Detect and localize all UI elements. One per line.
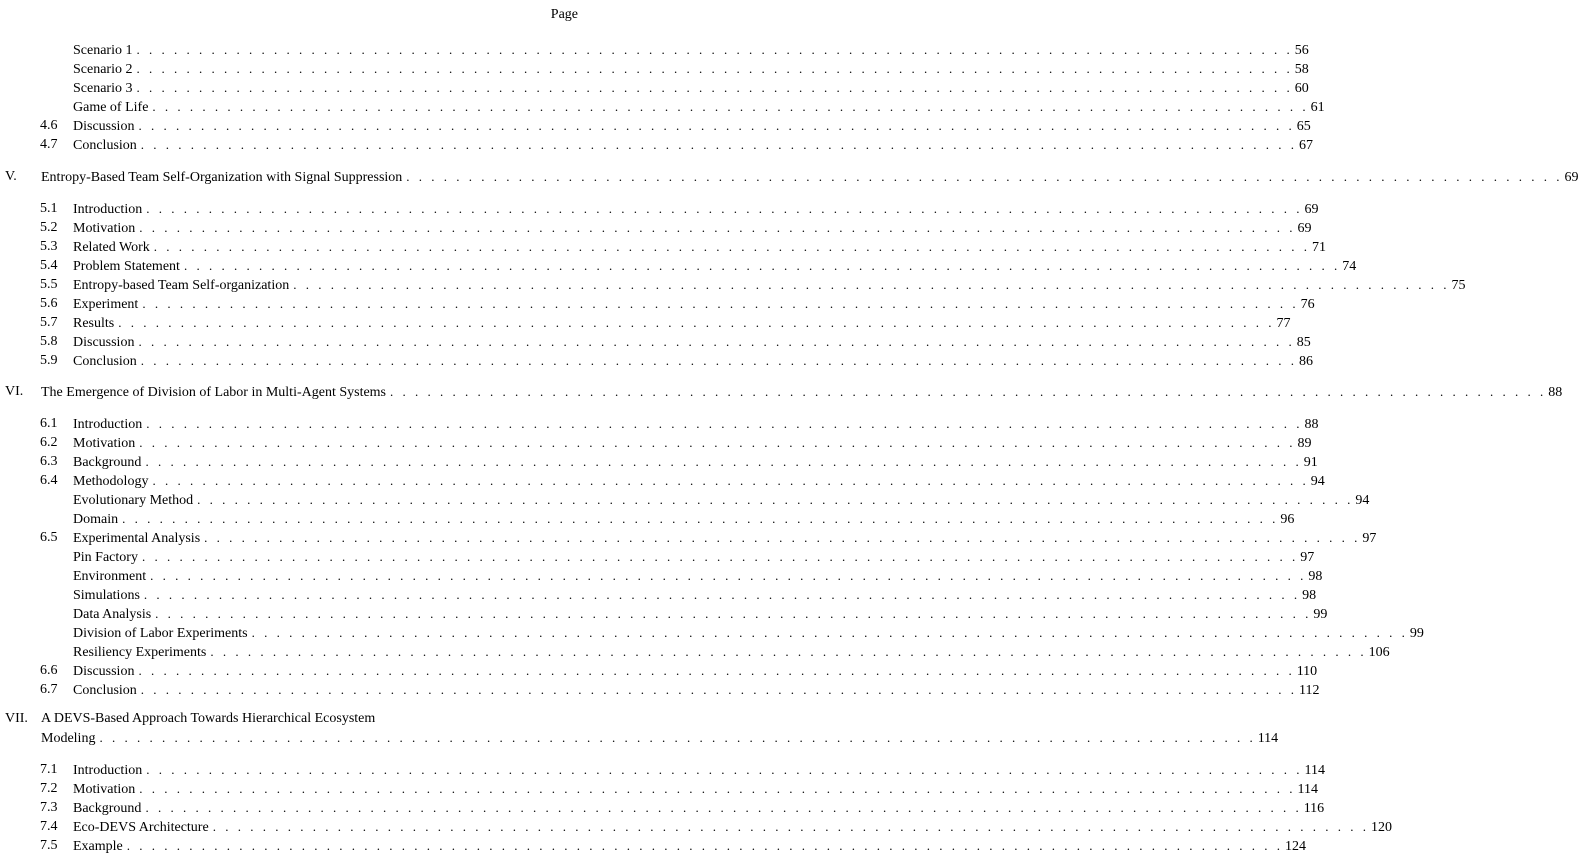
toc-section-row: [0, 237, 1327, 256]
toc-entry-title: Domain: [73, 512, 119, 527]
toc-section-number: 7.2: [40, 781, 58, 796]
toc-page-number: 61: [1310, 100, 1325, 115]
toc-subsection-row: [0, 59, 1309, 78]
toc-subsection-row: [0, 604, 1328, 623]
toc-subsection-row: [0, 97, 1325, 116]
toc-section-row: [0, 294, 1315, 313]
toc-page-number: 94: [1355, 493, 1370, 508]
toc-page-number: 97: [1362, 531, 1377, 546]
dot-leader: . . . . . . . . . . . . . . . . . . . . . . . . . . . . . . . . . . . . . . . . . . . . . . . . . . . . . . . . . . . . . . . . . . . . . . . . . . . . . . . . . . . . . . . . . . . . .: [146, 416, 1303, 431]
toc-chapter-row: [0, 167, 1579, 186]
toc-entry-title: Scenario 2: [73, 62, 133, 77]
toc-entry-title: Data Analysis: [73, 607, 152, 622]
dot-leader: . . . . . . . . . . . . . . . . . . . . . . . . . . . . . . . . . . . . . . . . . . . . . . . . . . . . . . . . . . . . . . . . . . . . . . . . . . . . . . . . . . . . . . . . . . . . .: [152, 99, 1309, 114]
toc-section-row: [0, 351, 1314, 370]
toc-page-number: 85: [1296, 335, 1311, 350]
toc-section-number: 7.1: [40, 762, 58, 777]
dot-leader: . . . . . . . . . . . . . . . . . . . . . . . . . . . . . . . . . . . . . . . . . . . . . . . . . . . . . . . . . . . . . . . . . . . . . . . . . . . . . . . . . . . . . . . . . . . . .: [139, 435, 1296, 450]
dot-leader: . . . . . . . . . . . . . . . . . . . . . . . . . . . . . . . . . . . . . . . . . . . . . . . . . . . . . . . . . . . . . . . . . . . . . . . . . . . . . . . . . . . . . . . . . . . . .: [293, 277, 1450, 292]
toc-section-number: 5.5: [40, 277, 58, 292]
toc-page-number: 98: [1308, 569, 1323, 584]
toc-section-number: 4.7: [40, 137, 58, 152]
dot-leader: . . . . . . . . . . . . . . . . . . . . . . . . . . . . . . . . . . . . . . . . . . . . . . . . . . . . . . . . . . . . . . . . . . . . . . . . . . . . . . . . . . . . . . . . . . . . .: [140, 682, 1298, 697]
toc-entry-title: Conclusion: [73, 138, 137, 153]
toc-page-number: 69: [1564, 170, 1579, 185]
toc-entry-title: Problem Statement: [73, 259, 180, 274]
toc-section-number: 5.1: [40, 201, 58, 216]
toc-page-number: 97: [1300, 550, 1315, 565]
toc-chapter-number: V.: [5, 169, 17, 184]
toc-page-number: 74: [1342, 259, 1357, 274]
dot-leader: . . . . . . . . . . . . . . . . . . . . . . . . . . . . . . . . . . . . . . . . . . . . . . . . . . . . . . . . . . . . . . . . . . . . . . . . . . . . . . . . . . . . . . . . . . . . .: [136, 42, 1293, 57]
toc-entry-title: A DEVS-Based Approach Towards Hierarchical Ecosystem: [41, 711, 376, 726]
toc-page-number: 88: [1548, 385, 1563, 400]
toc-section-row: [0, 256, 1357, 275]
toc-section-number: 6.5: [40, 530, 58, 545]
toc-section-row: [0, 414, 1319, 433]
dot-leader: . . . . . . . . . . . . . . . . . . . . . . . . . . . . . . . . . . . . . . . . . . . . . . . . . . . . . . . . . . . . . . . . . . . . . . . . . . . . . . . . . . . . . . . . . . . . .: [183, 258, 1341, 273]
dot-leader: . . . . . . . . . . . . . . . . . . . . . . . . . . . . . . . . . . . . . . . . . . . . . . . . . . . . . . . . . . . . . . . . . . . . . . . . . . . . . . . . . . . . . . . . . . . . .: [136, 61, 1293, 76]
toc-entry-title: Introduction: [73, 417, 143, 432]
toc-section-number: 7.3: [40, 800, 58, 815]
toc-page-number: 58: [1294, 62, 1309, 77]
toc-section-number: 5.8: [40, 334, 58, 349]
toc-section-row: [0, 798, 1325, 817]
toc-entry-title: Background: [73, 455, 142, 470]
toc-section-row: [0, 275, 1466, 294]
toc-entry-title: Game of Life: [73, 100, 149, 115]
toc-entry-title: Example: [73, 839, 123, 854]
dot-leader: . . . . . . . . . . . . . . . . . . . . . . . . . . . . . . . . . . . . . . . . . . . . . . . . . . . . . . . . . . . . . . . . . . . . . . . . . . . . . . . . . . . . . . . . . . . . .: [152, 473, 1309, 488]
toc-page-number: 91: [1303, 455, 1318, 470]
toc-entry-title: Evolutionary Method: [73, 493, 194, 508]
dot-leader: . . . . . . . . . . . . . . . . . . . . . . . . . . . . . . . . . . . . . . . . . . . . . . . . . . . . . . . . . . . . . . . . . . . . . . . . . . . . . . . . . . . . . . . . . . . . .: [118, 315, 1275, 330]
toc-section-number: 7.4: [40, 819, 58, 834]
toc-chapter-row: [0, 382, 1563, 401]
toc-page-number: 67: [1299, 138, 1314, 153]
toc-section-row: [0, 218, 1312, 237]
dot-leader: . . . . . . . . . . . . . . . . . . . . . . . . . . . . . . . . . . . . . . . . . . . . . . . . . . . . . . . . . . . . . . . . . . . . . . . . . . . . . . . . . . . . . . . . . . . . .: [204, 530, 1361, 545]
dot-leader: . . . . . . . . . . . . . . . . . . . . . . . . . . . . . . . . . . . . . . . . . . . . . . . . . . . . . . . . . . . . . . . . . . . . . . . . . . . . . . . . . . . . . . . . . . . . .: [140, 353, 1298, 368]
toc-section-row: [0, 528, 1377, 547]
toc-page-number: 114: [1304, 763, 1325, 778]
toc-section-row: [0, 661, 1318, 680]
toc-entry-title: Environment: [73, 569, 147, 584]
toc-section-number: 5.2: [40, 220, 58, 235]
dot-leader: . . . . . . . . . . . . . . . . . . . . . . . . . . . . . . . . . . . . . . . . . . . . . . . . . . . . . . . . . . . . . . . . . . . . . . . . . . . . . . . . . . . . . . . . . . . . .: [122, 511, 1279, 526]
toc-entry-title: Related Work: [73, 240, 150, 255]
dot-leader: . . . . . . . . . . . . . . . . . . . . . . . . . . . . . . . . . . . . . . . . . . . . . . . . . . . . . . . . . . . . . . . . . . . . . . . . . . . . . . . . . . . . . . . . . . . . .: [126, 838, 1284, 853]
toc-section-row: [0, 116, 1311, 135]
dot-leader: . . . . . . . . . . . . . . . . . . . . . . . . . . . . . . . . . . . . . . . . . . . . . . . . . . . . . . . . . . . . . . . . . . . . . . . . . . . . . . . . . . . . . . . . . . . . .: [197, 492, 1354, 507]
toc-entry-title: Discussion: [73, 664, 135, 679]
dot-leader: . . . . . . . . . . . . . . . . . . . . . . . . . . . . . . . . . . . . . . . . . . . . . . . . . . . . . . . . . . . . . . . . . . . . . . . . . . . . . . . . . . . . . . . . . . . . .: [139, 781, 1296, 796]
dot-leader: . . . . . . . . . . . . . . . . . . . . . . . . . . . . . . . . . . . . . . . . . . . . . . . . . . . . . . . . . . . . . . . . . . . . . . . . . . . . . . . . . . . . . . . . . . . . .: [138, 334, 1295, 349]
toc-section-number: 6.7: [40, 682, 58, 697]
toc-entry-title: Resiliency Experiments: [73, 645, 207, 660]
toc-subsection-row: [0, 642, 1390, 661]
toc-section-number: 6.1: [40, 416, 58, 431]
page-column-header: Page: [550, 7, 578, 22]
toc-page-number: 89: [1297, 436, 1312, 451]
toc-entry-title: Discussion: [73, 335, 135, 350]
toc-subsection-row: [0, 509, 1295, 528]
toc-section-row: [0, 135, 1314, 154]
toc-section-number: 4.6: [40, 118, 58, 133]
toc-entry-title: Entropy-based Team Self-organization: [73, 278, 290, 293]
dot-leader: . . . . . . . . . . . . . . . . . . . . . . . . . . . . . . . . . . . . . . . . . . . . . . . . . . . . . . . . . . . . . . . . . . . . . . . . . . . . . . . . . . . . . . . . . . . . .: [138, 118, 1295, 133]
dot-leader: . . . . . . . . . . . . . . . . . . . . . . . . . . . . . . . . . . . . . . . . . . . . . . . . . . . . . . . . . . . . . . . . . . . . . . . . . . . . . . . . . . . . . . . . . . . . .: [138, 663, 1295, 678]
dot-leader: . . . . . . . . . . . . . . . . . . . . . . . . . . . . . . . . . . . . . . . . . . . . . . . . . . . . . . . . . . . . . . . . . . . . . . . . . . . . . . . . . . . . . . . . . . . . .: [212, 819, 1369, 834]
toc-entry-title: Background: [73, 801, 142, 816]
toc-page-number: 98: [1302, 588, 1317, 603]
toc-chapter-number: VI.: [5, 384, 24, 399]
toc-section-row: [0, 817, 1392, 836]
toc-page-number: 69: [1297, 221, 1312, 236]
toc-subsection-row: [0, 585, 1317, 604]
toc-entry-title: Discussion: [73, 119, 135, 134]
toc-entry-title: Experiment: [73, 297, 139, 312]
dot-leader: . . . . . . . . . . . . . . . . . . . . . . . . . . . . . . . . . . . . . . . . . . . . . . . . . . . . . . . . . . . . . . . . . . . . . . . . . . . . . . . . . . . . . . . . . . . . .: [210, 644, 1367, 659]
toc-section-row: [0, 332, 1311, 351]
toc-page-number: 99: [1409, 626, 1424, 641]
toc-page-number: 124: [1285, 839, 1307, 854]
dot-leader: . . . . . . . . . . . . . . . . . . . . . . . . . . . . . . . . . . . . . . . . . . . . . . . . . . . . . . . . . . . . . . . . . . . . . . . . . . . . . . . . . . . . . . . . . . . . .: [153, 239, 1311, 254]
toc-entry-title: Experimental Analysis: [73, 531, 201, 546]
toc-section-row: [0, 836, 1307, 855]
toc-page-number: 60: [1294, 81, 1309, 96]
toc-entry-title: Scenario 1: [73, 43, 133, 58]
dot-leader: . . . . . . . . . . . . . . . . . . . . . . . . . . . . . . . . . . . . . . . . . . . . . . . . . . . . . . . . . . . . . . . . . . . . . . . . . . . . . . . . . . . . . . . . . . . . .: [150, 568, 1307, 583]
toc-page-number: 71: [1312, 240, 1327, 255]
toc-entry-title: Introduction: [73, 763, 143, 778]
toc-section-number: 6.3: [40, 454, 58, 469]
toc-entry-title: Motivation: [73, 436, 136, 451]
toc-page-number: 76: [1300, 297, 1315, 312]
toc-subsection-row: [0, 623, 1424, 642]
toc-entry-title: Motivation: [73, 782, 136, 797]
dot-leader: . . . . . . . . . . . . . . . . . . . . . . . . . . . . . . . . . . . . . . . . . . . . . . . . . . . . . . . . . . . . . . . . . . . . . . . . . . . . . . . . . . . . . . . . . . . . .: [142, 296, 1299, 311]
toc-section-number: 6.2: [40, 435, 58, 450]
toc-chapter-row: [0, 709, 591, 728]
toc-page-number: 94: [1310, 474, 1325, 489]
toc-entry-title: Entropy-Based Team Self-Organization with Signal Suppression: [41, 170, 403, 185]
toc-subsection-row: [0, 78, 1309, 97]
toc-section-number: 5.7: [40, 315, 58, 330]
dot-leader: . . . . . . . . . . . . . . . . . . . . . . . . . . . . . . . . . . . . . . . . . . . . . . . . . . . . . . . . . . . . . . . . . . . . . . . . . . . . . . . . . . . . . . . . . . . . .: [146, 762, 1303, 777]
dot-leader: . . . . . . . . . . . . . . . . . . . . . . . . . . . . . . . . . . . . . . . . . . . . . . . . . . . . . . . . . . . . . . . . . . . . . . . . . . . . . . . . . . . . . . . . . . . . .: [146, 201, 1303, 216]
toc-entry-title: Simulations: [73, 588, 140, 603]
toc-section-number: 5.4: [40, 258, 58, 273]
toc-entry-title: Results: [73, 316, 115, 331]
toc-entry-title: Motivation: [73, 221, 136, 236]
toc-page-number: 69: [1304, 202, 1319, 217]
toc-entry-title: Methodology: [73, 474, 149, 489]
toc-entry-title: Pin Factory: [73, 550, 138, 565]
toc-section-number: 5.3: [40, 239, 58, 254]
toc-section-row: [0, 433, 1312, 452]
toc-subsection-row: [0, 566, 1323, 585]
toc-section-row: [0, 452, 1318, 471]
toc-page-number: 75: [1451, 278, 1466, 293]
toc-section-row: [0, 680, 1320, 699]
dot-leader: . . . . . . . . . . . . . . . . . . . . . . . . . . . . . . . . . . . . . . . . . . . . . . . . . . . . . . . . . . . . . . . . . . . . . . . . . . . . . . . . . . . . . . . . . . . . .: [406, 169, 1563, 184]
toc-page-number: 99: [1313, 607, 1328, 622]
dot-leader: . . . . . . . . . . . . . . . . . . . . . . . . . . . . . . . . . . . . . . . . . . . . . . . . . . . . . . . . . . . . . . . . . . . . . . . . . . . . . . . . . . . . . . . . . . . . .: [390, 384, 1547, 399]
dot-leader: . . . . . . . . . . . . . . . . . . . . . . . . . . . . . . . . . . . . . . . . . . . . . . . . . . . . . . . . . . . . . . . . . . . . . . . . . . . . . . . . . . . . . . . . . . . . .: [145, 800, 1302, 815]
toc-page-number: 86: [1299, 354, 1314, 369]
toc-subsection-row: [0, 490, 1370, 509]
dot-leader: . . . . . . . . . . . . . . . . . . . . . . . . . . . . . . . . . . . . . . . . . . . . . . . . . . . . . . . . . . . . . . . . . . . . . . . . . . . . . . . . . . . . . . . . . . . . .: [155, 606, 1312, 621]
toc-page-number: 114: [1257, 731, 1279, 746]
dot-leader: . . . . . . . . . . . . . . . . . . . . . . . . . . . . . . . . . . . . . . . . . . . . . . . . . . . . . . . . . . . . . . . . . . . . . . . . . . . . . . . . . . . . . . . . . . . . .: [139, 220, 1296, 235]
toc-section-number: 6.6: [40, 663, 58, 678]
toc-page-number: 88: [1304, 417, 1319, 432]
toc-section-row: [0, 471, 1325, 490]
dot-leader: . . . . . . . . . . . . . . . . . . . . . . . . . . . . . . . . . . . . . . . . . . . . . . . . . . . . . . . . . . . . . . . . . . . . . . . . . . . . . . . . . . . . . . . . . . . . .: [143, 587, 1301, 602]
toc-page-number: 65: [1296, 119, 1311, 134]
toc-entry-title: Conclusion: [73, 354, 137, 369]
toc-subsection-row: [0, 547, 1315, 566]
dot-leader: . . . . . . . . . . . . . . . . . . . . . . . . . . . . . . . . . . . . . . . . . . . . . . . . . . . . . . . . . . . . . . . . . . . . . . . . . . . . . . . . . . . . . . . . . . . . .: [145, 454, 1302, 469]
toc-page-number: 96: [1280, 512, 1295, 527]
toc-section-row: [0, 313, 1291, 332]
dot-leader: . . . . . . . . . . . . . . . . . . . . . . . . . . . . . . . . . . . . . . . . . . . . . . . . . . . . . . . . . . . . . . . . . . . . . . . . . . . . . . . . . . . . . . . . . . . . .: [251, 625, 1408, 640]
toc-chapter-number: VII.: [5, 711, 28, 726]
dot-leader: . . . . . . . . . . . . . . . . . . . . . . . . . . . . . . . . . . . . . . . . . . . . . . . . . . . . . . . . . . . . . . . . . . . . . . . . . . . . . . . . . . . . . . . . . . . . .: [141, 549, 1299, 564]
toc-section-row: [0, 779, 1318, 798]
toc-entry-title: Modeling: [41, 731, 96, 746]
toc-page-number: 116: [1303, 801, 1325, 816]
toc-entry-title: Division of Labor Experiments: [73, 626, 248, 641]
toc-section-number: 7.5: [40, 838, 58, 853]
toc-entry-title: Eco-DEVS Architecture: [73, 820, 209, 835]
toc-section-number: 5.6: [40, 296, 58, 311]
toc-chapter-row: [0, 728, 1279, 747]
toc-section-number: 6.4: [40, 473, 58, 488]
toc-entry-title: Introduction: [73, 202, 143, 217]
toc-entry-title: Scenario 3: [73, 81, 133, 96]
toc-page-number: 56: [1294, 43, 1309, 58]
toc-entry-title: Conclusion: [73, 683, 137, 698]
toc-page-number: 114: [1297, 782, 1318, 797]
toc-page-number: 77: [1276, 316, 1291, 331]
dot-leader: . . . . . . . . . . . . . . . . . . . . . . . . . . . . . . . . . . . . . . . . . . . . . . . . . . . . . . . . . . . . . . . . . . . . . . . . . . . . . . . . . . . . . . . . . . . . .: [99, 730, 1256, 745]
toc-page-number: 110: [1296, 664, 1318, 679]
toc-section-row: [0, 199, 1319, 218]
toc-page-number: 120: [1370, 820, 1392, 835]
dot-leader: . . . . . . . . . . . . . . . . . . . . . . . . . . . . . . . . . . . . . . . . . . . . . . . . . . . . . . . . . . . . . . . . . . . . . . . . . . . . . . . . . . . . . . . . . . . . .: [136, 80, 1293, 95]
toc-section-row: [0, 760, 1325, 779]
toc-page-number: 112: [1299, 683, 1320, 698]
toc-section-number: 5.9: [40, 353, 58, 368]
toc-page-number: 106: [1368, 645, 1390, 660]
toc-entry-title: The Emergence of Division of Labor in Multi-Agent Systems: [41, 385, 387, 400]
toc-subsection-row: [0, 40, 1309, 59]
dot-leader: . . . . . . . . . . . . . . . . . . . . . . . . . . . . . . . . . . . . . . . . . . . . . . . . . . . . . . . . . . . . . . . . . . . . . . . . . . . . . . . . . . . . . . . . . . . . .: [140, 137, 1298, 152]
